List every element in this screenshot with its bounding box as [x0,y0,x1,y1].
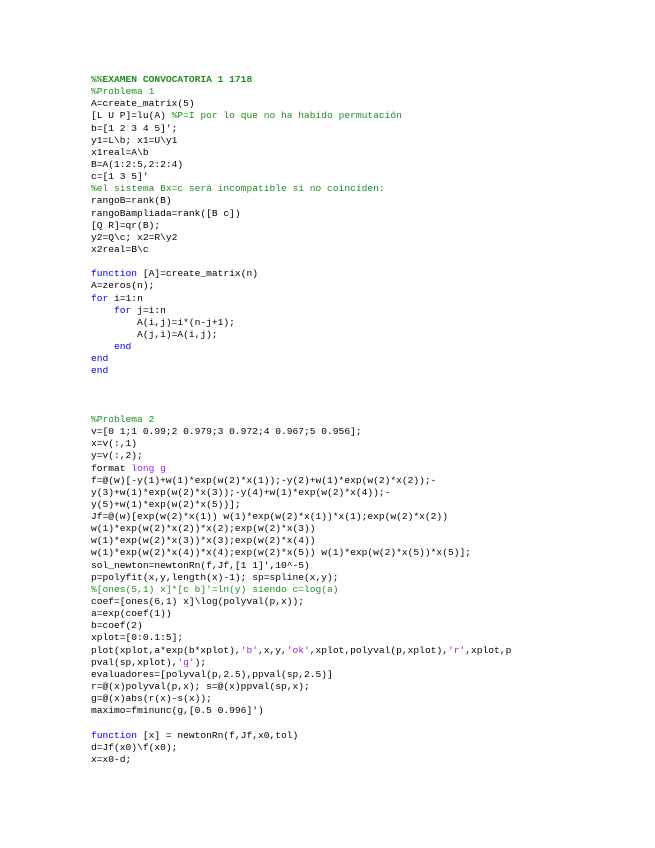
code-text: A(j,i)=A(i,j); [91,328,218,340]
code-comment: %P=I por lo que no ha habido permutación [171,110,402,122]
code-text: maximo=fminunc(g,[0.5 0.996]') [91,705,264,717]
code-line [91,317,631,329]
code-text: y(3)+w(1)*exp(w(2)*x(3));-y(4)+w(1)*exp(w(2)*x(4));- [91,486,391,498]
code-string: 'g' [177,656,195,668]
code-text: y1=L\b; x1=U\y1 [91,134,178,146]
code-line [91,365,631,377]
code-line [91,705,631,717]
code-line [91,280,631,292]
code-text: a=exp(coef(1)) [91,608,172,620]
code-text: ); [194,656,207,668]
code-text: w(1)*exp(w(2)*x(3))*x(3);exp(w(2)*x(4)) [91,535,316,547]
code-line [91,195,631,207]
code-keyword: end [91,365,109,377]
code-text [91,341,114,352]
code-line [91,159,631,171]
code-line [91,438,631,450]
code-line [91,669,631,681]
code-line [91,293,631,305]
code-line [91,135,631,147]
code-text: ,xplot,polyval(p,xplot), [309,644,448,656]
code-line [91,329,631,341]
code-text: j=i:n [131,304,166,316]
code-text: sol_newton=newtonRn(f,Jf,[1 1]',10^-5) [91,559,310,571]
code-line [91,657,631,669]
code-text: y(5)+w(1)*exp(w(2)*x(5))]; [91,498,241,510]
code-text: f=@(w)[-y(1)+w(1)*exp(w(2)*x(1));-y(2)+w(1)*exp(w(2)*x(2));- [91,474,437,486]
blank-line [91,390,631,402]
code-line [91,414,631,426]
code-string: 'r' [447,644,466,656]
code-text: rangoB=rank(B) [91,195,172,207]
code-line [91,450,631,462]
code-line [91,147,631,159]
code-line [91,584,631,596]
code-line [91,183,631,195]
code-line [91,74,631,86]
code-line [91,742,631,754]
code-line [91,341,631,353]
code-comment: %el sistema Bx=c será incompatible si no coinciden: [91,183,385,195]
code-text: [x] = newtonRn(f,Jf,x0,tol) [137,729,299,741]
code-string: long g [131,462,166,474]
code-line [91,693,631,705]
code-text: A=zeros(n); [91,280,155,292]
code-text: x2real=B\c [91,243,149,255]
blank-line [91,256,631,268]
code-line [91,268,631,280]
code-text: d=Jf(x0)\f(x0); [91,741,178,753]
code-text: w(1)*exp(w(2)*x(2))*x(2);exp(w(2)*x(3)) [91,523,316,535]
code-keyword: for [91,292,109,304]
code-line [91,730,631,742]
code-line [91,353,631,365]
code-line [91,547,631,559]
code-text: [Q R]=qr(B); [91,219,161,231]
code-line [91,560,631,572]
code-text: y=v(:,2); [91,450,143,462]
code-line [91,171,631,183]
code-text: coef=[ones(6,1) x]\log(polyval(p,x)); [91,596,305,608]
blank-line [91,717,631,729]
code-line [91,220,631,232]
code-text: ,x,y, [257,644,287,656]
code-line [91,244,631,256]
code-line [91,475,631,487]
code-line [91,208,631,220]
code-text: [A]=create_matrix(n) [137,268,258,280]
code-keyword: function [91,268,138,280]
code-line [91,98,631,110]
code-line [91,523,631,535]
code-string: 'ok' [286,644,310,656]
code-line [91,305,631,317]
code-text: B=A(1:2:5,2:2:4) [91,158,184,170]
code-line [91,681,631,693]
code-text: ,xplot,p [465,644,512,656]
code-text: y2=Q\c; x2=R\y2 [91,231,178,243]
code-comment: %Problema 1 [91,86,155,98]
code-comment: %Problema 2 [91,413,155,425]
code-keyword: function [91,729,138,741]
code-line [91,620,631,632]
code-line [91,608,631,620]
code-line [91,487,631,499]
code-text: v=[0 1;1 0.99;2 0.979;3 0.972;4 0.967;5 0.956]; [91,426,362,438]
code-line [91,754,631,766]
code-line [91,572,631,584]
code-line [91,232,631,244]
code-line [91,596,631,608]
code-text [91,305,114,316]
code-line [91,123,631,135]
code-text: x=x0-d; [91,753,132,765]
code-text: rangoBampliada=rank([B c]) [91,207,241,219]
code-text: plot(xplot,a*exp(b*xplot), [91,644,241,656]
code-text: format [91,462,132,474]
code-comment: %%EXAMEN CONVOCATORIA 1 1718 [91,74,253,85]
code-string: 'b' [240,644,258,656]
code-text: A=create_matrix(5) [91,98,195,110]
code-line [91,535,631,547]
code-text: Jf=@(w)[exp(w(2)*x(1)) w(1)*exp(w(2)*x(1))*x(1);exp(w(2)*x(2)) [91,511,448,523]
code-line [91,86,631,98]
matlab-code-listing [91,74,631,766]
code-text: [L U P]=lu(A) [91,110,172,122]
code-keyword: for [114,304,132,316]
code-keyword: end [91,353,109,365]
code-text: A(i,j)=i*(n-j+1); [91,316,235,328]
code-text: pval(sp,xplot), [91,656,178,668]
code-line [91,499,631,511]
code-text: x=v(:,1) [91,438,138,450]
blank-line [91,378,631,390]
code-line [91,463,631,475]
code-line [91,426,631,438]
code-text: x1real=A\b [91,146,149,158]
code-comment: %[ones(5,1) x]*[c b]'=ln(y) siendo c=log(a) [91,583,339,595]
code-text: r=@(x)polyval(p,x); s=@(x)ppval(sp,x); [91,681,310,693]
blank-line [91,402,631,414]
code-text: evaluadores=[polyval(p,2.5),ppval(sp,2.5)] [91,668,333,680]
code-text: c=[1 3 5]' [91,171,149,183]
code-text: i=1:n [108,292,143,304]
code-text: b=[1 2 3 4 5]'; [91,122,178,134]
code-text: b=coef(2) [91,620,143,632]
code-text: g=@(x)abs(r(x)-s(x)); [91,693,212,705]
code-text: p=polyfit(x,y,length(x)-1); sp=spline(x,y); [91,571,339,583]
code-text: w(1)*exp(w(2)*x(4))*x(4);exp(w(2)*x(5)) w(1)*exp(w(2)*x(5))*x(5)]; [91,547,471,559]
code-line [91,632,631,644]
code-keyword: end [114,341,132,353]
code-line [91,511,631,523]
code-text: xplot=[0:0.1:5]; [91,632,184,644]
code-line [91,645,631,657]
code-line [91,110,631,122]
